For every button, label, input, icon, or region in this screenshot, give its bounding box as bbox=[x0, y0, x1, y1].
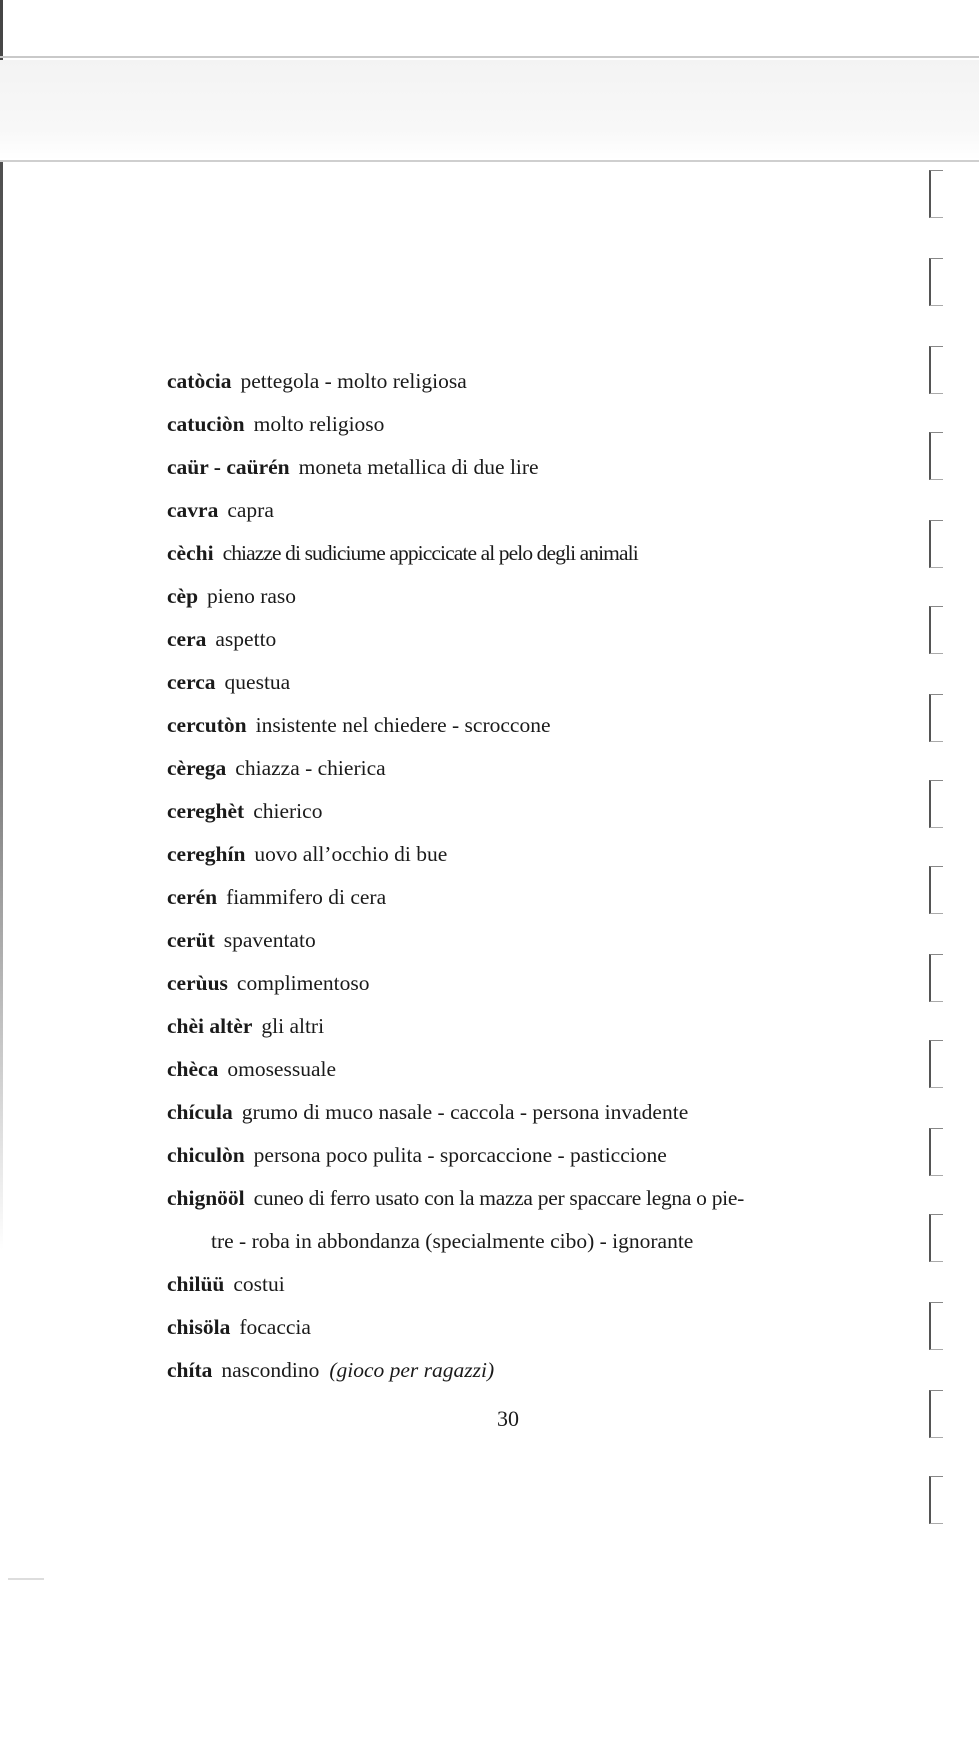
glossary-entry bbox=[167, 704, 867, 747]
glossary-entry bbox=[167, 1134, 867, 1177]
entry-term: cerüt bbox=[167, 928, 215, 952]
glossary-entry bbox=[167, 747, 867, 790]
entry-definition: costui bbox=[233, 1272, 285, 1296]
glossary-entry bbox=[167, 1091, 867, 1134]
scan-binding-mark bbox=[929, 1302, 943, 1350]
glossary-entry bbox=[167, 618, 867, 661]
scan-edge-left bbox=[0, 0, 3, 1250]
entry-term: cèchi bbox=[167, 541, 214, 565]
entry-definition: grumo di muco nasale - caccola - persona invadente bbox=[241, 1100, 689, 1124]
glossary-entry bbox=[167, 1048, 867, 1091]
glossary-entry bbox=[167, 661, 867, 704]
entry-term: cercutòn bbox=[167, 713, 247, 737]
glossary-entry bbox=[167, 919, 867, 962]
scan-binding-mark bbox=[929, 1476, 943, 1524]
entry-definition: omosessuale bbox=[227, 1057, 337, 1081]
entry-definition: molto religioso bbox=[253, 412, 385, 436]
glossary-entry bbox=[167, 403, 867, 446]
scan-binding-marks bbox=[929, 170, 979, 1590]
entry-definition: pettegola - molto religiosa bbox=[240, 369, 467, 393]
entry-definition: focaccia bbox=[239, 1315, 311, 1339]
scan-binding-mark bbox=[929, 432, 943, 480]
page-number: 30 bbox=[497, 1406, 519, 1431]
entry-term: cera bbox=[167, 627, 207, 651]
glossary-entry bbox=[167, 1306, 867, 1349]
entry-term: cavra bbox=[167, 498, 219, 522]
glossary-entry bbox=[167, 1349, 867, 1392]
entry-definition: cuneo di ferro usato con la mazza per spaccare legna o pie- bbox=[253, 1186, 744, 1210]
entry-definition-continuation: tre - roba in abbondanza (specialmente cibo) - ignorante bbox=[211, 1229, 694, 1253]
entry-definition: fiammifero di cera bbox=[226, 885, 387, 909]
glossary-entry bbox=[167, 876, 867, 919]
entry-term: cerca bbox=[167, 670, 216, 694]
entry-definition: complimentoso bbox=[236, 971, 370, 995]
entry-note: (gioco per ragazzi) bbox=[329, 1358, 495, 1382]
entry-term: chignööl bbox=[167, 1186, 245, 1210]
scan-binding-mark bbox=[929, 694, 943, 742]
entry-term: cerùus bbox=[167, 971, 228, 995]
entry-term: catuciòn bbox=[167, 412, 245, 436]
entry-term: chilüü bbox=[167, 1272, 225, 1296]
entry-term: chiculòn bbox=[167, 1143, 245, 1167]
entry-definition: aspetto bbox=[215, 627, 277, 651]
entry-definition: chierico bbox=[253, 799, 323, 823]
glossary-entry bbox=[167, 1263, 867, 1306]
entry-definition: nascondino bbox=[221, 1358, 320, 1382]
glossary-entry bbox=[167, 489, 867, 532]
scan-binding-mark bbox=[929, 1128, 943, 1176]
entry-term: cèp bbox=[167, 584, 199, 608]
entry-definition: pieno raso bbox=[207, 584, 297, 608]
scan-binding-mark bbox=[929, 1040, 943, 1088]
glossary-entry bbox=[167, 1005, 867, 1048]
entry-term: cèrega bbox=[167, 756, 227, 780]
entry-definition: uovo all’occhio di bue bbox=[254, 842, 448, 866]
entry-term: cereghèt bbox=[167, 799, 245, 823]
scan-band bbox=[0, 60, 979, 160]
scan-binding-mark bbox=[929, 954, 943, 1002]
entry-term: chèi altèr bbox=[167, 1014, 253, 1038]
scan-binding-mark bbox=[929, 520, 943, 568]
entry-definition: questua bbox=[224, 670, 291, 694]
entry-term: caür - caürén bbox=[167, 455, 290, 479]
scan-binding-mark bbox=[929, 258, 943, 306]
entry-term: chíta bbox=[167, 1358, 213, 1382]
entry-definition: persona poco pulita - sporcaccione - pasticcione bbox=[253, 1143, 667, 1167]
glossary-entry bbox=[167, 1177, 867, 1263]
entry-definition: moneta metallica di due lire bbox=[298, 455, 539, 479]
glossary-entry bbox=[167, 446, 867, 489]
glossary-entry bbox=[167, 833, 867, 876]
scan-binding-mark bbox=[929, 170, 943, 218]
entry-definition: insistente nel chiedere - scroccone bbox=[255, 713, 551, 737]
glossary-entry bbox=[167, 575, 867, 618]
entry-term: chisöla bbox=[167, 1315, 231, 1339]
entry-definition: gli altri bbox=[261, 1014, 325, 1038]
entry-term: catòcia bbox=[167, 369, 232, 393]
scan-binding-mark bbox=[929, 606, 943, 654]
scan-mark-bottom-left bbox=[8, 1578, 44, 1580]
entry-definition: capra bbox=[227, 498, 274, 522]
scan-line-second bbox=[0, 160, 979, 162]
scan-binding-mark bbox=[929, 780, 943, 828]
entry-term: cereghín bbox=[167, 842, 246, 866]
entry-term: cerén bbox=[167, 885, 218, 909]
entry-definition: chiazze di sudiciume appiccicate al pelo degli animali bbox=[222, 541, 638, 565]
glossary-entry bbox=[167, 360, 867, 403]
glossary-entry bbox=[167, 532, 867, 575]
scan-binding-mark bbox=[929, 346, 943, 394]
entry-definition: spaventato bbox=[223, 928, 316, 952]
glossary-entry bbox=[167, 962, 867, 1005]
scan-binding-mark bbox=[929, 1214, 943, 1262]
scan-binding-mark bbox=[929, 866, 943, 914]
entry-definition: chiazza - chierica bbox=[235, 756, 386, 780]
glossary-entries bbox=[167, 360, 867, 1392]
entry-term: chèca bbox=[167, 1057, 219, 1081]
entry-term: chícula bbox=[167, 1100, 233, 1124]
glossary-entry bbox=[167, 790, 867, 833]
scan-line-top bbox=[0, 56, 979, 58]
